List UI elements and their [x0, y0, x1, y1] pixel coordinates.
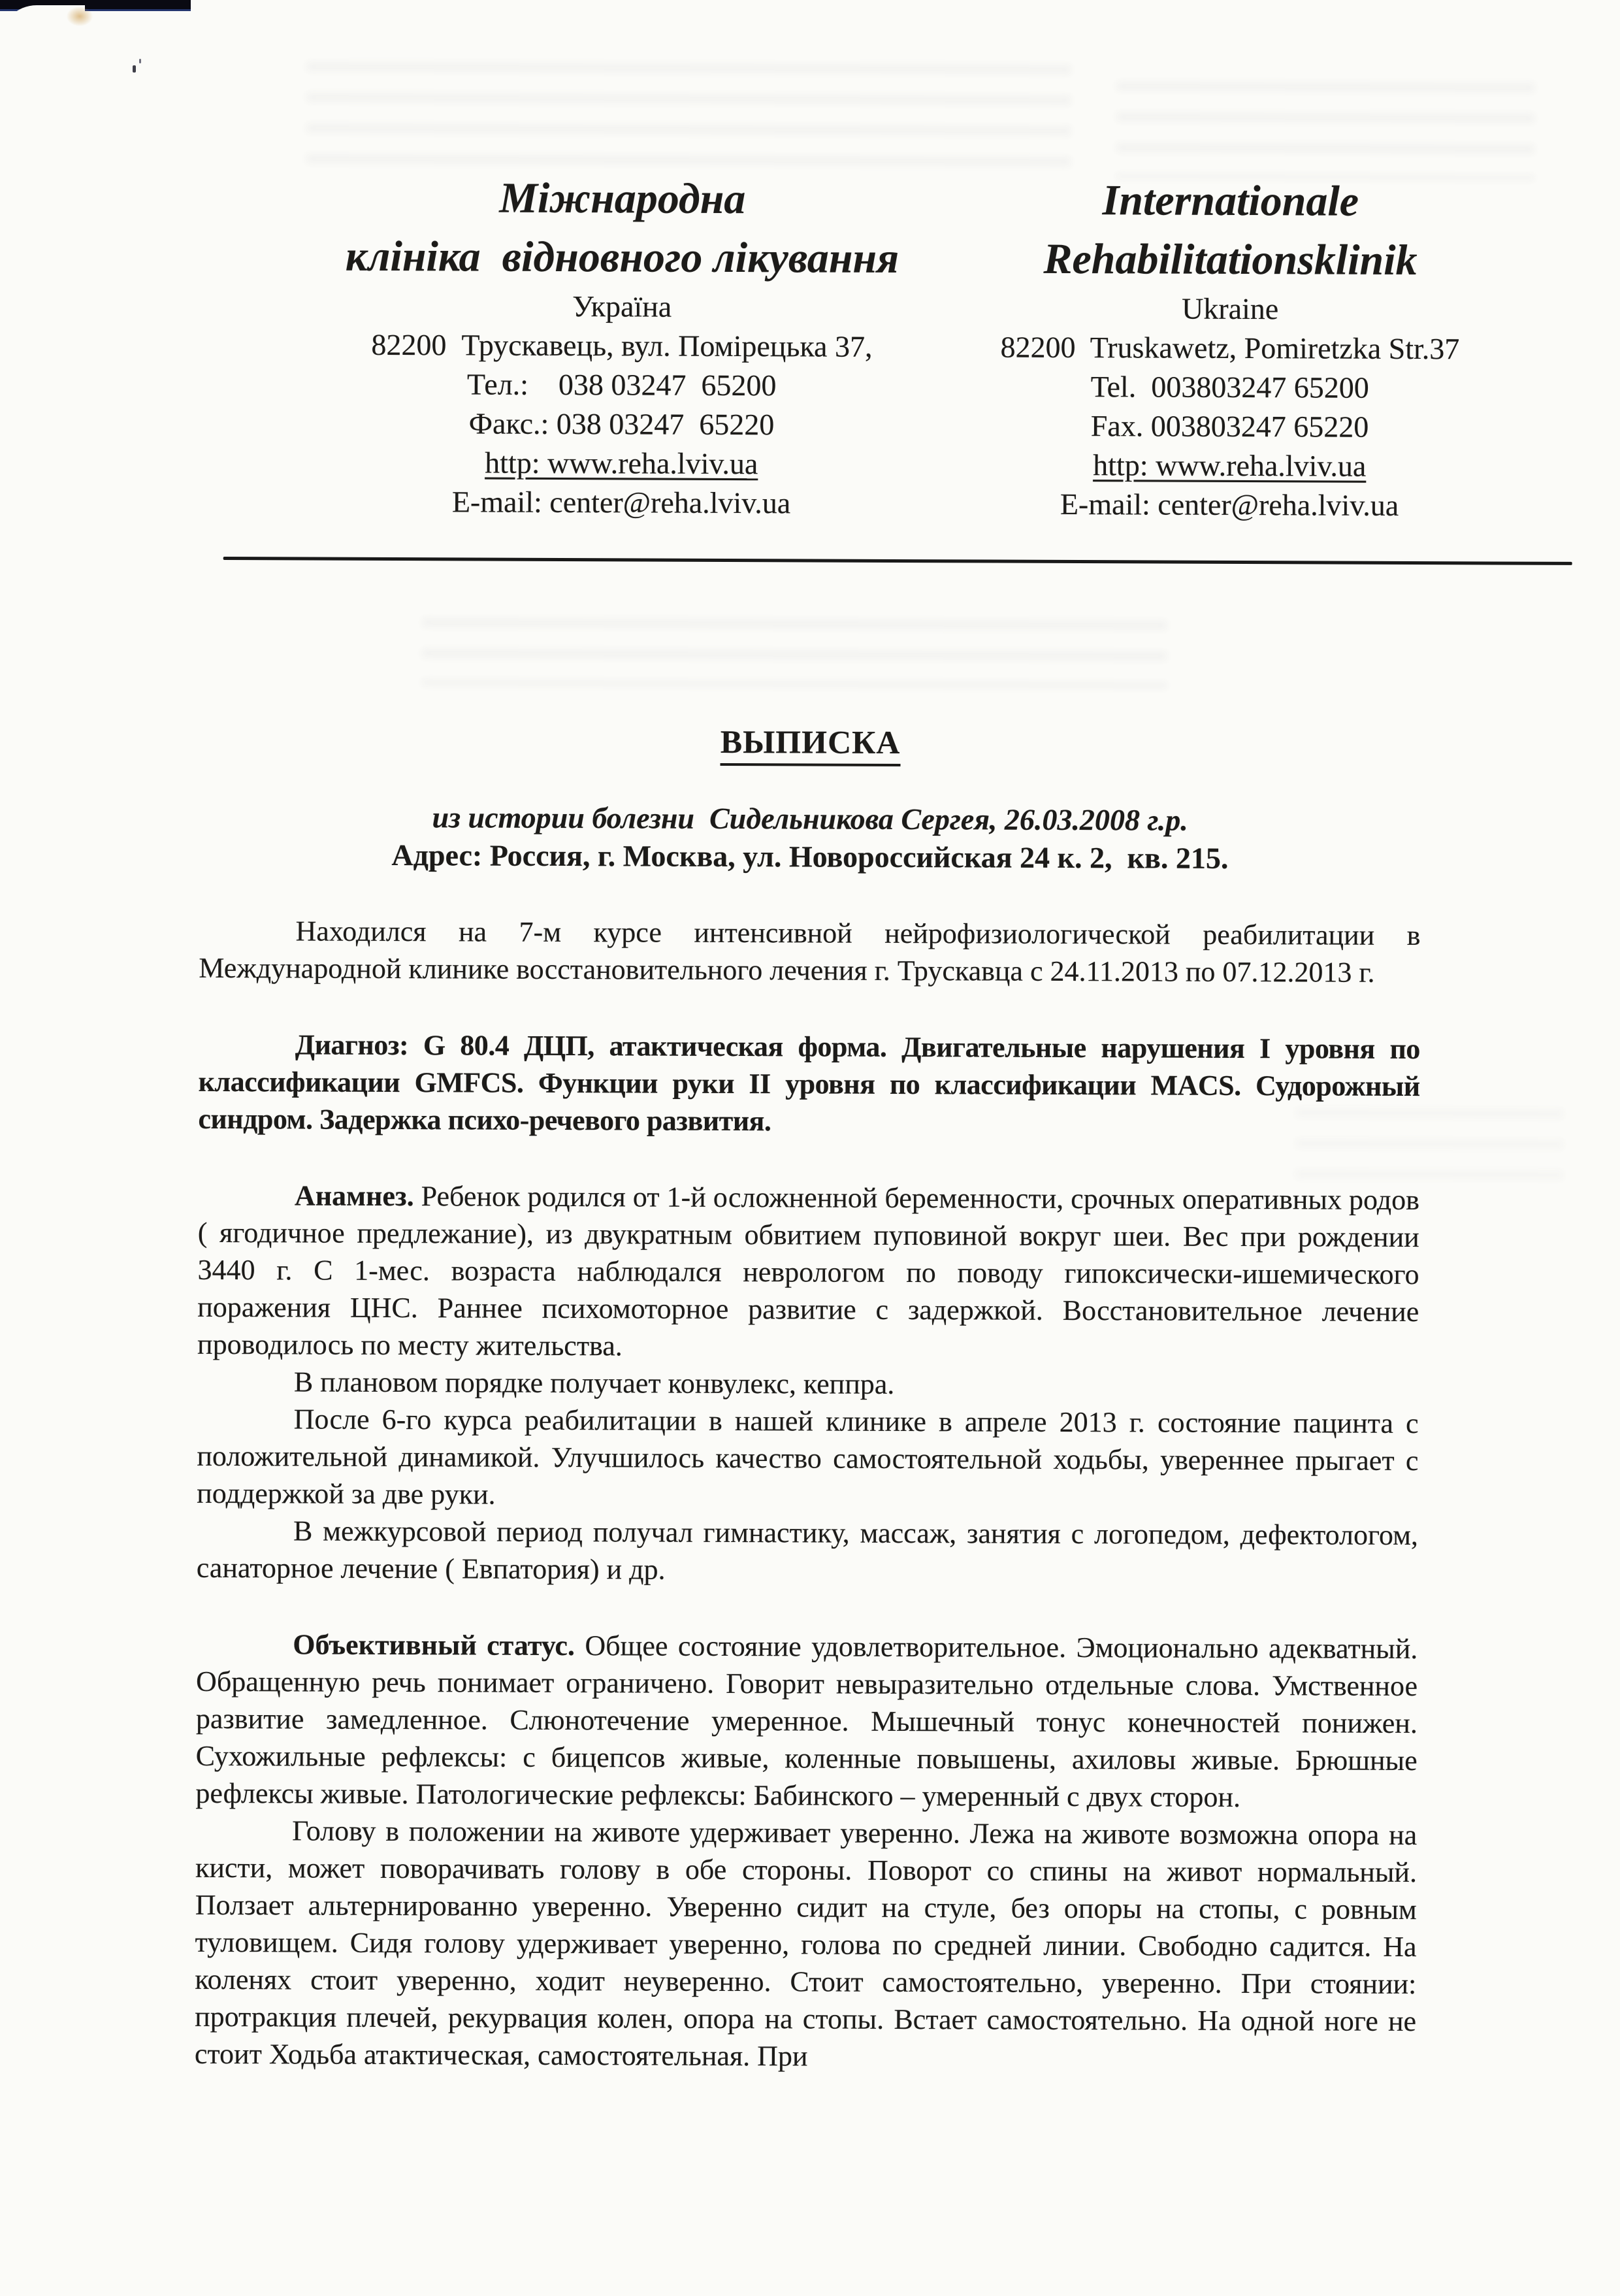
- paragraph: [198, 1026, 1420, 1142]
- clinic-name-de-line1: Internationale: [1102, 176, 1359, 225]
- fax-uk: Факс.: 038 03247 65220: [468, 406, 775, 442]
- title-block: [199, 720, 1421, 878]
- paragraph: [197, 1512, 1418, 1591]
- letterhead: [0, 167, 1619, 527]
- document-body: [195, 912, 1421, 2077]
- paragraph-text: Общее состояние удовлетворительное. Эмоционально адекватный. Обращенную речь понимает ограничено. Говорит невыразительно отдельные слова. Умственное развитие замедленное. Слюнотечение умеренное. Мышечный тонус конечностей понижен. Сухожильные рефлексы: с бицепсов живые, коленные повышены, ахиловы живые. Брюшные рефлексы живые. Патологические рефлексы: Бабинского – умеренный с двух сторон.: [195, 1630, 1418, 1814]
- paragraph-text: Находился на 7-м курсе интенсивной нейрофизиологической реабилитации в Международной клинике восстановительного лечения г. Трускавца с 24.11.2013 по 07.12.2013 г.: [199, 915, 1421, 989]
- phone-de: Tel. 003803247 65200: [1090, 370, 1369, 404]
- paragraph: [199, 912, 1420, 991]
- website-de: http: www.reha.lviv.ua: [1093, 448, 1367, 483]
- paragraph: [195, 1626, 1418, 1816]
- paragraph: [197, 1363, 1419, 1405]
- document-title: [200, 720, 1421, 768]
- bleed-through-smudge: [422, 617, 1167, 689]
- address-de: 82200 Truskawetz, Pomiretzka Str.37: [1000, 330, 1460, 366]
- subtitle-address: Адрес: Россия, г. Москва, ул. Новороссийская 24 к. 2, кв. 215.: [391, 838, 1229, 875]
- subtitle-patient: из истории болезни Сидельникова Сергея, 26.03.2008 г.р.: [432, 800, 1188, 837]
- paragraph-lead: Анамнез.: [294, 1179, 414, 1213]
- clinic-name-uk-line1: Міжнародна: [499, 174, 746, 223]
- address-uk: 82200 Трускавець, вул. Помірецька 37,: [371, 327, 873, 363]
- email-uk: E-mail: center@reha.lviv.ua: [451, 485, 791, 520]
- paragraph-text: В межкурсовой период получал гимнастику, массаж, занятия с логопедом, дефектологом, санаторное лечение ( Евпатория) и др.: [196, 1515, 1419, 1586]
- paragraph-text: Ребенок родился от 1-й осложненной беременности, срочных оперативных родов ( ягодичное предлежание), из двукратным обвитием пуповиной вокруг шеи. Вес при рождении 3440 г. С 1-мес. возраста наблюдался неврологом по поводу гипоксически-ишемического поражения ЦНС. Раннее психомоторное развитие с задержкой. Восстановительное лечение проводилось по месту жительства.: [197, 1180, 1420, 1362]
- separator-line: [223, 557, 1572, 565]
- website-uk: http: www.reha.lviv.ua: [485, 446, 758, 481]
- bleed-through-smudge: [1116, 81, 1535, 180]
- country-uk: Україна: [572, 289, 672, 323]
- paragraph-lead: Объективный статус.: [293, 1628, 575, 1662]
- letterhead-ukrainian: [284, 168, 960, 523]
- paragraph-lead: Диагноз:: [295, 1028, 409, 1062]
- paragraph-text: G 80.4 ДЦП, атактическая форма. Двигательные нарушения I уровня по классификации GMFCS. Функции руки II уровня по классификации MACS. Судорожный синдром. Задержка психо-речевого развития.: [198, 1029, 1420, 1138]
- clinic-name-de-line2: Rehabilitationsklinik: [1043, 235, 1418, 285]
- letterhead-german: [978, 171, 1482, 525]
- paragraph-text: Голову в положении на животе удерживает уверенно. Лежа на животе возможна опора на кисти, может поворачивать голову в обе стороны. Поворот со спины на живот нормальный. Ползает альтернированно уверенно. Уверенно сидит на стуле, без опоры на стопы, с ровным туловищем. Сидя голову удерживает уверенно, голова по средней линии. Свободно садится. На коленях стоит уверенно, ходит неуверенно. Стоит самостоятельно, уверенно. При стоянии: протракция плечей, рекурвация колен, опора на стопы. Встает самостоятельно. На одной ноге не стоит Ходьба атактическая, самостоятельная. При: [194, 1814, 1418, 2073]
- paragraph: [195, 1812, 1418, 2077]
- email-de: E-mail: center@reha.lviv.ua: [1060, 487, 1399, 522]
- paragraph-text: После 6-го курса реабилитации в нашей клинике в апреле 2013 г. состояние пацинта с положительной динамикой. Улучшилось качество самостоятельной ходьбы, увереннее прыгает с поддержкой за две руки.: [197, 1403, 1419, 1511]
- paragraph: [197, 1177, 1419, 1368]
- phone-uk: Тел.: 038 03247 65200: [466, 367, 777, 402]
- bleed-through-smudge: [306, 62, 1071, 176]
- clinic-name-uk-line2: клініка відновного лікування: [345, 232, 899, 282]
- paragraph: [197, 1400, 1419, 1517]
- paragraph-text: В плановом порядке получает конвулекс, кеппра.: [293, 1366, 895, 1400]
- document-title-text: ВЫПИСКА: [721, 722, 901, 766]
- country-de: Ukraine: [1182, 291, 1279, 326]
- fax-de: Fax. 003803247 65220: [1090, 409, 1369, 444]
